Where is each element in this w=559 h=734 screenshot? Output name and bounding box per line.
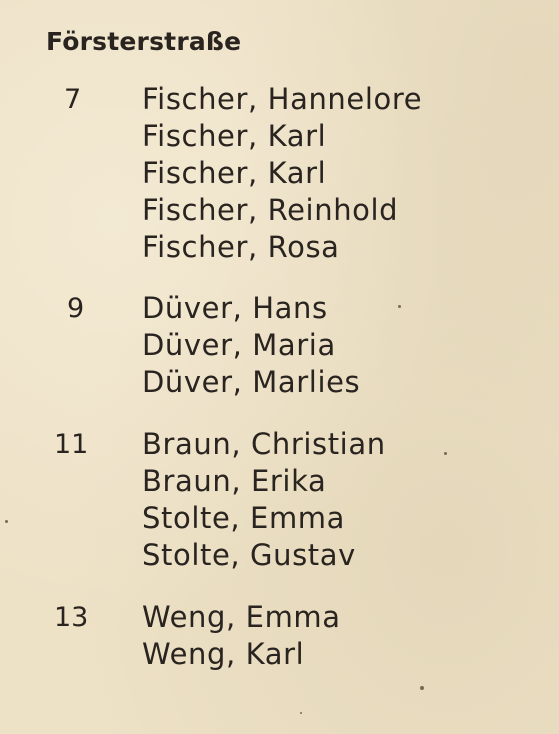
resident-list (142, 81, 422, 266)
resident-name: Weng, Emma (142, 600, 341, 634)
paper-speck (444, 452, 447, 455)
house-number: 11 (54, 429, 89, 460)
resident-name: Fischer, Hannelore (142, 82, 423, 116)
resident-name: Düver, Hans (142, 291, 328, 325)
house-number: 13 (54, 602, 89, 633)
paper-speck (5, 520, 8, 523)
house-number: 7 (64, 84, 82, 115)
paper-speck (420, 686, 424, 690)
resident-name: Düver, Marlies (142, 365, 361, 399)
resident-list (142, 599, 341, 673)
resident-name: Fischer, Reinhold (142, 193, 399, 227)
resident-name: Weng, Karl (142, 637, 305, 671)
resident-name: Fischer, Karl (142, 156, 327, 190)
paper-speck (398, 305, 401, 308)
resident-name: Braun, Christian (142, 427, 386, 461)
resident-name: Düver, Maria (142, 328, 336, 362)
house-number: 9 (67, 293, 85, 324)
paper-speck (300, 712, 302, 714)
resident-name: Stolte, Emma (142, 501, 346, 535)
resident-name: Fischer, Rosa (142, 230, 340, 264)
resident-name: Stolte, Gustav (142, 538, 356, 572)
resident-list (142, 426, 386, 574)
street-title: Försterstraße (46, 27, 242, 56)
resident-name: Braun, Erika (142, 464, 327, 498)
resident-list (142, 290, 360, 401)
resident-name: Fischer, Karl (142, 119, 327, 153)
